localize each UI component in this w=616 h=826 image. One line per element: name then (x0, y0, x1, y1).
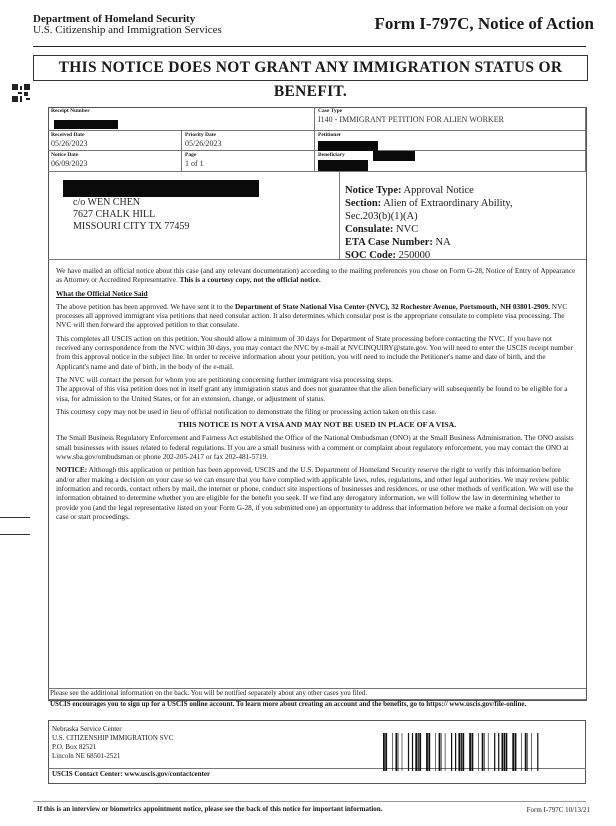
priority-date-cell (182, 131, 315, 151)
service-center (52, 725, 173, 761)
redacted-beneficiary (318, 160, 368, 171)
redacted-addressee (63, 180, 259, 197)
qr-code-icon (12, 84, 30, 102)
online-account-note: USCIS encourages you to sign up for a USCIS online account. To learn more about creating an account and the benefits, go to https:// www.uscis.gov/file-online. (50, 700, 527, 708)
body-text: Although this application or petition has been approved, USCIS and the U.S. Department of Homeland Security reserve the right to verify this information before and/or after making a decision on your case so we can ensure that you have complied with applicable laws, rules, regulations, and other legal authorities. We may review public information and records, contact others by mail, the internet or phone, conduct site inspections of businesses and residences, or use other methods of verification. We will use the information obtained to determine whether you are eligible for the benefit you seek. If we find any derogatory information, we will follow the law in determining whether to provide you (and the legal representative listed on your Form G-28, if you submitted one) an opportunity to address that information before we make a formal decision on your case or start proceedings. (56, 465, 574, 521)
additional-info-note: Please see the additional information on the back. You will be notified separately about any other cases you filed. (50, 689, 368, 697)
soc-value: 250000 (398, 250, 431, 261)
bottom-rule (33, 801, 586, 802)
body-paragraph: This courtesy copy may not be used in lieu of official notification to demonstrate the filing or processing action taken on this case. (56, 406, 437, 416)
body-paragraph: The Small Business Regulatory Enforcement and Fairness Act established the Office of the National Ombudsman (ONO) at the Small Business Administration. The ONO assists small businesses with issues related to federal regulations. If you are a small business with a comment or complaint about regulatory enforcement, you may contact the ONO at www.sba.gov/ombudsman or phone 202-205-2417 or fax 202-481-5719. (56, 433, 574, 462)
margin-mark (0, 517, 30, 518)
section-value: Alien of Extraordinary Ability, (383, 198, 513, 209)
eta-value: NA (435, 237, 451, 248)
sub-agency-name: U.S. Citizenship and Immigration Services (33, 24, 222, 36)
priority-date-label: Priority Date (185, 132, 216, 138)
header-rule (33, 46, 586, 47)
notice-info (345, 184, 513, 262)
body-paragraph: This completes all USCIS action on this petition. You should allow a minimum of 30 days for Department of State processing before contacting the NVC. If you have not received any correspondence from the NVC within 30 days, you may contact the NVC by e-mail at NVCINQUIRY@state.gov. You will need to enter the USCIS receipt number from this approval notice in the subject line. In order to receive information about your petition, you will need to include the Petitioner's name and date of birth, and the Applicant's name and date of birth, in the body of the e-mail. (56, 333, 573, 371)
agency-name: Department of Homeland Security (33, 13, 196, 25)
beneficiary-label: Beneficiary (318, 152, 345, 158)
address-line: MISSOURI CITY TX 77459 (73, 221, 190, 232)
consulate-value: NVC (396, 224, 419, 235)
case-type-value: I140 - IMMIGRANT PETITION FOR ALIEN WORKER (318, 115, 504, 124)
address-line: 7627 CHALK HILL (73, 209, 156, 220)
case-type-label: Case Type (318, 108, 343, 114)
body-paragraph (56, 375, 578, 403)
service-center-line: Lincoln NE 68501-2521 (52, 752, 121, 760)
address-line: c/o WEN CHEN (73, 197, 141, 208)
info-divider (339, 172, 340, 259)
body-paragraph (56, 302, 578, 330)
service-center-line: U.S. CITIZENSHIP IMMIGRATION SVC (52, 734, 174, 742)
margin-mark (0, 534, 30, 535)
form-id: Form I-797C 10/13/21 (526, 806, 590, 814)
body-text: The approval of this visa petition does not in itself grant any immigration status and does not guarantee that the alien beneficiary will subsequently be found to be eligible for a visa, for admission to the United States, or for an extension, change, or adjustment of status. (56, 384, 568, 403)
contact-center: USCIS Contact Center: www.uscis.gov/contactcenter (52, 770, 211, 778)
receipt-number-label: Receipt Number (51, 108, 90, 114)
notice-date-cell (48, 151, 182, 172)
status-banner: THIS NOTICE DOES NOT GRANT ANY IMMIGRATION STATUS OR BENEFIT. (33, 55, 588, 81)
form-title: Form I-797C, Notice of Action (374, 14, 594, 33)
interview-note: If this is an interview or biometrics appointment notice, please see the back of this notice for important information. (37, 805, 383, 813)
soc-label: SOC Code: (345, 250, 397, 261)
nvc-address: Department of State National Visa Center (NVC), 32 Rochester Avenue, Portsmouth, NH 03801-2909. (235, 301, 550, 311)
service-center-line: P.O. Box 82521 (52, 743, 97, 751)
barcode-icon (383, 733, 541, 771)
page-value: 1 of 1 (185, 159, 204, 168)
address-block (73, 197, 189, 233)
received-date-value: 05/26/2023 (51, 139, 88, 148)
notice-date-value: 06/09/2023 (51, 159, 88, 168)
priority-date-value: 05/26/2023 (185, 139, 222, 148)
section-value-2: Sec.203(b)(1)(A) (345, 211, 418, 222)
section-subhead: What the Official Notice Said (56, 288, 148, 298)
page-label: Page (185, 152, 197, 158)
notice-label: NOTICE: (56, 465, 88, 475)
not-a-visa-warning: THIS NOTICE IS NOT A VISA AND MAY NOT BE USED IN PLACE OF A VISA. (177, 420, 457, 430)
body-text: NVC processes all approved immigrant visa petitions that need consular action. It also determines which consular post is the appropriate consulate to complete visa processing. The NVC will then forward the approved petition to that consulate. (56, 301, 568, 330)
redacted-receipt-number (54, 120, 118, 129)
service-center-name: Nebraska Service Center (52, 725, 122, 733)
petitioner-label: Petitioner (318, 132, 342, 138)
body-text: The NVC will contact the person for whom you are petitioning concerning further immigrant visa processing steps. (56, 374, 393, 384)
body-text: We have mailed an official notice about this case (and any relevant documentation) according to the mailing preferences you chose on Form G-28, Notice of Entry of Appearance as Attorney or Accredited Representative. (56, 266, 576, 285)
redacted-petitioner (318, 141, 378, 151)
courtesy-copy-note: This is a courtesy copy, not the official notice. (179, 275, 321, 285)
eta-label: ETA Case Number: (345, 237, 433, 248)
notice-type-value: Approval Notice (403, 185, 474, 196)
body-paragraph (56, 266, 578, 285)
notice-type-label: Notice Type: (345, 185, 402, 196)
notice-date-label: Notice Date (51, 152, 79, 158)
received-date-cell (48, 131, 182, 151)
body-text: The above petition has been approved. We have sent it to the (56, 301, 236, 311)
page-cell (182, 151, 315, 172)
case-type-cell (315, 107, 586, 131)
redacted-beneficiary-2 (373, 151, 415, 161)
notice-body (56, 266, 578, 525)
section-label: Section: (345, 198, 382, 209)
received-date-label: Received Date (51, 132, 85, 138)
consulate-label: Consulate: (345, 224, 394, 235)
body-paragraph (56, 465, 578, 521)
